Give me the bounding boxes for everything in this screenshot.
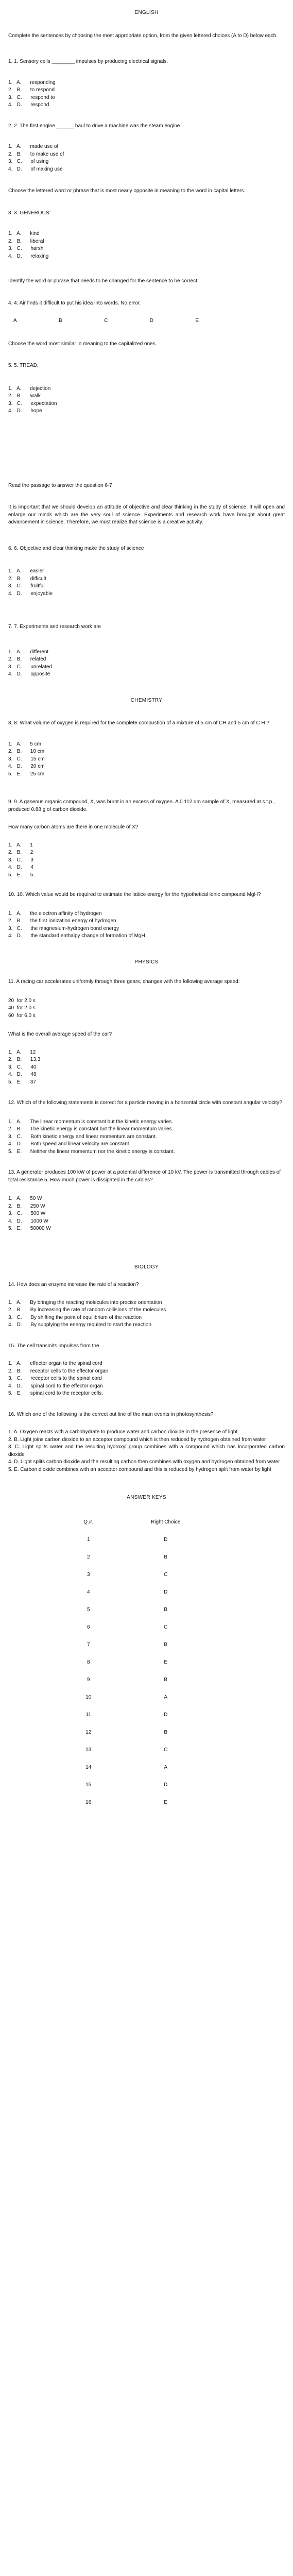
instruction-synonym: Choose the word most similar in meaning to the capitalized ones. [8,341,157,347]
option: 3. C. 15 cm [8,756,45,762]
table-row [70,1742,224,1759]
question-14-options [8,1299,285,1329]
table-row [70,1567,224,1584]
option: 4. D. of making use [8,166,63,172]
question-11: 11. A racing car accelerates uniformly through three gears, changes with the following average speed: [8,979,240,985]
option: 2. B. to respond [8,87,55,93]
data-line: 40 for 2.0 s [8,1005,36,1011]
answer-key-choice: A [164,1765,168,1771]
question-11-options [8,1049,285,1087]
section-title-english: ENGLISH [134,10,159,15]
option: 5. E. 25 cm [8,771,45,777]
answer-key-question-number: 4 [87,1589,90,1596]
option: 4. D. enjoyable [8,590,53,597]
letter-e: E [195,318,199,324]
table-row [70,1549,224,1567]
question-1-options [8,79,285,109]
answer-key-question-number: 5 [87,1607,90,1613]
answer-key-question-number: 9 [87,1677,90,1683]
answer-key-question-number: 14 [85,1765,92,1771]
question-2-options [8,143,285,173]
option: 2. B. 2 [8,850,33,855]
option: 5. E. 37 [8,1079,36,1085]
option: 4. D. opposite [8,671,50,677]
answer-key-choice: C [164,1624,168,1631]
answer-key-choice: D [164,1537,168,1543]
question-10: 10. 10. Which value would be required to estimate the lattice energy for the hypothetical ionic compound MgH? [8,892,261,897]
answer-key-question-number: 8 [87,1659,90,1666]
answer-key-question-number: 1 [87,1537,90,1543]
answer-key-choice: B [164,1730,168,1736]
table-row [70,1777,224,1794]
option: 1. A. responding [8,79,56,86]
option: 5. E. Carbon dioxide combines with an acceptor compound and this is reduced by hydrogen split from water by light [8,1466,271,1472]
answer-key-table [70,1514,224,1812]
option: 5. E. 50000 W [8,1226,51,1231]
option: 3. C. respond to [8,94,55,100]
option: 3. C. unrelated [8,664,53,670]
data-line: 60 for 6.0 s [8,1012,36,1019]
option: 1. A. 5 cm [8,741,41,747]
letter-a: A [13,318,17,324]
table-row [70,1707,224,1724]
answer-key-question-number: 12 [85,1730,92,1736]
question-13: 13. A generator produces 100 kW of power at a potential difference of 10 kV. The power is transmitted through cables of total resistance 5. How much power is dissipated in the cables? [8,1170,281,1183]
answer-key-question-number: 2 [87,1554,90,1561]
option: 2. B. walk [8,393,41,399]
option: 3. C. Both kinetic energy and linear momentum are constant. [8,1133,157,1140]
answer-key-question-number: 7 [87,1642,90,1648]
option: 3. C. fruitful [8,583,45,589]
table-row [70,1794,224,1812]
question-16: 16. Which one of the following is the correct out line of the main events in photosynthesis? [8,1411,214,1417]
question-15-options [8,1360,285,1398]
question-11-data [8,997,285,1020]
table-row [70,1532,224,1549]
option: 5. E. spinal cord to the receptor cells. [8,1391,103,1396]
option: 3. C. harsh [8,246,44,251]
question-8: 8. 8. What volume of oxygen is required for the complete combustion of a mixture of 5 cm of CH and 5 cm of C H ? [8,720,269,726]
option: 3. C. expectation [8,400,57,406]
question-2: 2. 2. The first engine ______ haul to drive a machine was the steam engine. [8,123,182,129]
option: 3. C. of using [8,159,49,164]
option: 2. B. Light joins carbon dioxide to an acceptor compound which is then reduced by hydrogen obtained from water [8,1436,266,1443]
question-9-options [8,842,285,879]
option: 1. A. The linear momentum is constant but the kinetic energy varies. [8,1118,173,1125]
option: 2. B. the first ionization energy of hydrogen [8,918,116,924]
question-9-sub: How many carbon atoms are there in one molecule of X? [8,824,139,830]
answer-key-choice: E [164,1800,168,1806]
question-5-options [8,385,285,415]
question-6-options [8,568,285,598]
table-row [70,1759,224,1777]
option: 4. D. relaxing [8,253,49,259]
answer-key-choice: D [164,1712,168,1718]
question-3: 3. 3. GENEROUS: [8,210,51,216]
data-line: 20 for 2.0 s [8,997,36,1004]
option: 3. C. 40 [8,1064,37,1070]
option: 1. A. Oxygen reacts with a carbohydrate to produce water and carbon dioxide in the presence of light [8,1429,238,1435]
option: 4. D. 48 [8,1072,37,1077]
answer-key-question-number: 15 [85,1782,92,1788]
option: 2. B. difficult [8,575,46,582]
answer-key-question-number: 10 [85,1694,92,1701]
option: 2. B. 10 cm [8,749,45,754]
answer-key-col-q: Q.#. [83,1519,94,1526]
table-row [70,1689,224,1707]
option: 2. B. receptor cells to the effector organ [8,1368,109,1374]
passage: It is important that we should develop an attitude of objective and clear thinking in the study of science. It will open and enlarge our minds which are the very soul of science. Experiments and research work have brought about great advancement in science. Therefore, we must realize that science is a creative activity. [8,504,285,525]
answer-key-choice: E [164,1659,168,1666]
question-12: 12. Which of the following statements is correct for a particle moving in a horizontal circle with constant angular velocity? [8,1100,282,1106]
table-row [70,1584,224,1602]
option: 1. A. the electron affinity of hydrogen [8,910,102,917]
section-title-chemistry: CHEMISTRY [130,697,163,703]
question-10-options [8,910,285,940]
answer-key-choice: A [164,1694,168,1701]
question-4-letters [13,317,199,325]
question-8-options [8,741,285,778]
question-16-options [8,1429,285,1473]
option: 1. A. effector organ to the spinal cord [8,1361,102,1366]
option: 4. D. respond [8,102,49,108]
question-9: 9. 9. A gaseous organic compound, X, was burnt in an excess of oxygen. A 0.112 dm sample of X, measured at s.t.p., produced 0.88 g of carbon dioxide. [8,799,275,812]
option: 1. A. different [8,649,49,655]
answer-key-question-number: 6 [87,1624,90,1631]
question-4: 4. 4. Air finds it difficult to put his idea into words. No error. [8,300,141,306]
letter-d: D [149,318,153,324]
section-title-answer-keys: ANSWER KEYS [127,1495,166,1500]
option: 3. C. 500 W [8,1211,46,1216]
answer-key-choice: B [164,1554,168,1561]
option: 2. B. 13.3 [8,1057,41,1062]
option: 1. A. By bringing the reacting molecules into precise orientation [8,1299,162,1306]
letter-c: C [104,318,108,324]
option: 1. A. easier [8,568,44,574]
option: 5. E. Neither the linear momentum nor the kinetic energy is constant. [8,1148,175,1155]
question-12-options [8,1118,285,1156]
question-14: 14. How does an enzyme increase the rate of a reaction? [8,1282,139,1287]
question-3-options [8,230,285,260]
answer-key-choice: D [164,1782,168,1788]
answer-key-question-number: 16 [85,1800,92,1806]
option: 4. D. 20 cm [8,764,45,769]
answer-key-header-row [70,1514,224,1532]
answer-key-body [70,1532,224,1812]
option: 4. D. 4 [8,865,33,870]
option: 4. D. the standard enthalpy change of formation of MgH [8,933,145,939]
option: 3. C. 3 [8,857,33,863]
option: 1. A. 1 [8,842,33,848]
question-15: 15. The cell transmits impulses from the [8,1343,99,1349]
option: 2. B. 250 W [8,1203,45,1209]
question-5: 5. 5. TREAD: [8,363,39,368]
answer-key-question-number: 3 [87,1572,90,1578]
option: 4. D. hope [8,408,42,414]
section-title-physics: PHYSICS [134,959,159,965]
option: 1. A. dejection [8,385,51,392]
question-6: 6. 6. Objective and clear thinking make the study of science [8,545,144,551]
letter-b: B [59,318,62,324]
section-title-biology: BIOLOGY [134,1264,159,1270]
option: 1. A. made use of [8,144,59,149]
answer-key-question-number: 13 [85,1747,92,1753]
table-row [70,1654,224,1672]
answer-key-choice: D [164,1589,168,1596]
answer-key-choice: B [164,1642,168,1648]
option: 4. D. spinal cord to the effector organ [8,1383,103,1389]
option: 3. C. By shifting the point of equilibrium of the reaction [8,1314,142,1320]
table-row [70,1672,224,1689]
answer-key-choice: C [164,1747,168,1753]
english-intro: Complete the sentences by choosing the most appropriate option, from the given lettered choices (A to D) below each. [8,32,278,39]
answer-key-question-number: 11 [85,1712,91,1718]
option: 3. C. receptor cells to the spinal cord [8,1376,102,1381]
question-1: 1. 1. Sensory cells ________ impulses by producing electrical signals. [8,59,168,64]
option: 2. B. By increasing the rate of random collisions of the molecules [8,1307,166,1313]
question-13-options [8,1195,285,1233]
option: 4. D. Light splits carbon dioxide and the resulting carbon then combines with oxygen and hydrogen obtained from water [8,1459,280,1465]
answer-key-choice: C [164,1572,168,1578]
passage-heading: Read the passage to answer the question 6-7 [8,482,112,488]
answer-key-choice: B [164,1677,168,1683]
question-11-sub: What is the overall average speed of the car? [8,1031,112,1037]
option: 1. A. 12 [8,1049,36,1055]
option: 5. E. 5 [8,872,33,878]
table-row [70,1619,224,1637]
question-7-options [8,649,285,679]
table-row [70,1637,224,1654]
option: 4. D. By supplying the energy required to start the reaction [8,1322,151,1328]
option: 3. C. the magnesium-hydrogen bond energy [8,925,119,931]
table-row [70,1724,224,1742]
option: 2. B. related [8,656,46,662]
answer-key-col-choice: Right Choice [151,1519,181,1526]
option: 3. C. Light splits water and the resulting hydroxyl group combines with a compound which has incorporated carbon dioxide [8,1444,285,1458]
instruction-error: Identify the word or phrase that needs to be changed for the sentence to be correct: [8,278,199,284]
option: 2. B. to make use of [8,151,64,157]
option: 2. B. liberal [8,238,44,244]
option: 4. D. 1000 W [8,1218,48,1224]
option: 1. A. kind [8,231,40,236]
option: 1. A. 50 W [8,1196,42,1201]
option: 2. B. The kinetic energy is constant but the linear momentum varies. [8,1126,174,1132]
option: 4. D. Both speed and linear velocity are constant. [8,1141,131,1147]
instruction-antonym: Choose the lettered word or phrase that is most nearly opposite in meaning to the word in capital letters. [8,188,246,194]
question-7: 7. 7. Experiments and research work are [8,624,101,630]
answer-key-choice: B [164,1607,168,1613]
table-row [70,1602,224,1619]
